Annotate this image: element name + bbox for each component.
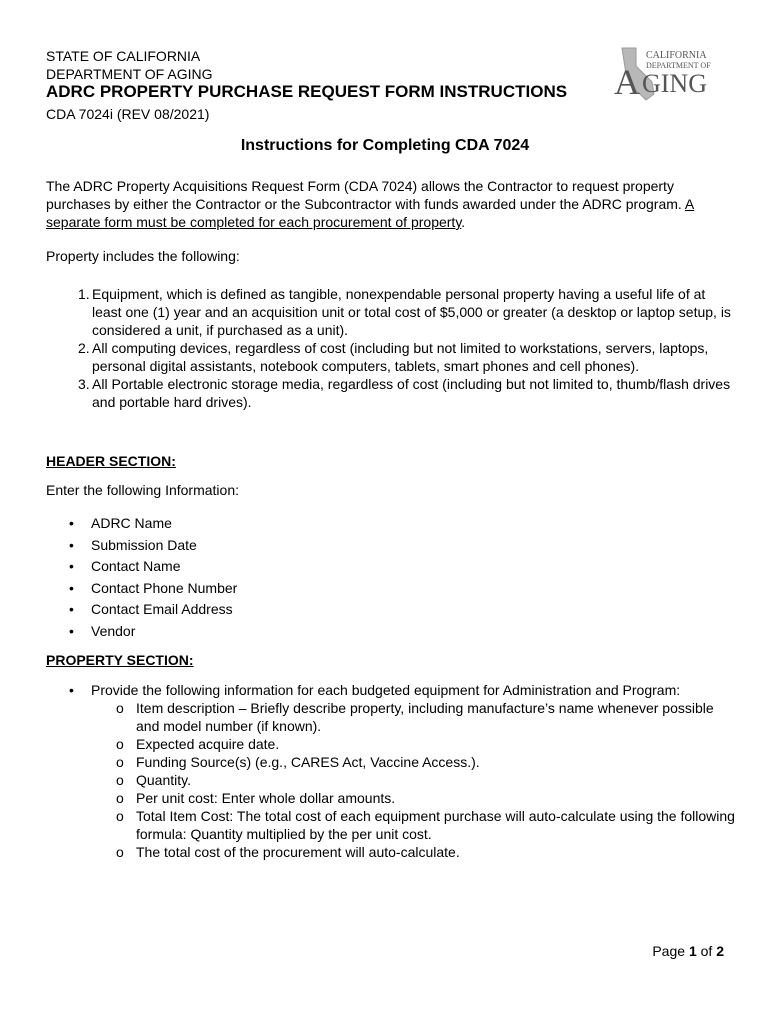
list-item: • ADRC Name — [69, 515, 172, 531]
item-text: Submission Date — [91, 536, 197, 553]
list-item: • Contact Email Address — [69, 601, 233, 617]
logo-line2: DEPARTMENT OF — [646, 61, 711, 70]
item-text: Quantity. — [136, 772, 191, 788]
list-item: • Submission Date — [69, 536, 197, 553]
item-text: All computing devices, regardless of cost (including but not limited to workstations, servers, laptops, personal digital assistants, notebook computers, tablets, smart phones and cell phones). — [92, 340, 709, 374]
list-item: • Contact Name — [69, 558, 181, 574]
document-title: ADRC PROPERTY PURCHASE REQUEST FORM INSTRUCTIONS — [46, 82, 568, 101]
item-text: Provide the following information for each budgeted equipment for Administration and Program: — [91, 682, 681, 698]
item-text: Vendor — [91, 622, 136, 639]
sub-list-item: o Expected acquire date. — [116, 736, 280, 752]
item-text: Item description – Briefly describe property, including manufacture’s name whenever possible and model number (if known). — [136, 700, 714, 734]
item-text: Contact Name — [91, 558, 181, 574]
sub-list-item: o Total Item Cost: The total cost of each equipment purchase will auto-calculate using the following formula: Quantity multiplied by the per unit cost. — [116, 808, 735, 842]
header-fields-list — [46, 513, 237, 642]
property-includes-label: Property includes the following: — [46, 248, 240, 264]
item-number: 2. — [78, 340, 90, 356]
intro-text: The ADRC Property Acquisitions Request Form (CDA 7024) allows the Contractor to request property purchases by either the Contractor or the Subcontractor with funds awarded under the ADRC program. — [46, 178, 685, 212]
of-word: of — [700, 943, 713, 959]
list-item: • Contact Phone Number — [69, 579, 238, 596]
list-item — [46, 339, 736, 375]
item-text: Expected acquire date. — [136, 736, 280, 752]
department-name: DEPARTMENT OF AGING — [46, 66, 213, 82]
item-text: Equipment, which is defined as tangible, nonexpendable personal property having a useful life of at least one (1) year and an acquisition unit or total cost of $5,000 or greater (a desktop or laptop setup, is considered a unit, if purchased as a unit). — [92, 286, 731, 338]
property-section-list — [46, 681, 736, 861]
item-text: ADRC Name — [91, 515, 172, 531]
page-word: Page — [652, 943, 686, 959]
header-section-intro: Enter the following Information: — [46, 482, 239, 498]
item-text: The total cost of the procurement will auto-calculate. — [136, 844, 460, 860]
intro-underlined: A separate form must be completed for each procurement of property — [46, 196, 695, 230]
item-number: 1. — [78, 286, 90, 302]
header-section-title: HEADER SECTION: — [46, 453, 176, 469]
state-name: STATE OF CALIFORNIA — [46, 48, 201, 64]
item-text: All Portable electronic storage media, regardless of cost (including but not limited to, thumb/flash drives and portable hard drives). — [92, 376, 731, 410]
page-total: 2 — [716, 943, 724, 959]
intro-end: . — [461, 214, 466, 230]
item-text: Total Item Cost: The total cost of each equipment purchase will auto-calculate using the following formula: Quantity multiplied by the per unit cost. — [136, 808, 735, 842]
sub-list-item: o The total cost of the procurement will auto-calculate. — [116, 844, 460, 860]
logo-big-a: A — [614, 62, 640, 102]
california-department-of-aging-logo — [610, 44, 722, 106]
sub-list-item: o Quantity. — [116, 772, 191, 788]
logo-line1: CALIFORNIA — [646, 50, 707, 61]
instructions-heading: Instructions for Completing CDA 7024 — [240, 137, 530, 154]
page-current: 1 — [688, 943, 697, 959]
sub-list-item: o Funding Source(s) (e.g., CARES Act, Vaccine Access.). — [116, 754, 480, 770]
sub-list-item: o Per unit cost: Enter whole dollar amounts. — [116, 790, 396, 806]
list-item — [46, 375, 736, 411]
item-number: 3. — [78, 376, 90, 392]
property-types-list — [46, 285, 736, 411]
list-item: • Vendor — [69, 622, 136, 639]
page-number — [652, 943, 724, 959]
item-text: Contact Email Address — [91, 601, 233, 617]
item-text: Per unit cost: Enter whole dollar amounts. — [136, 790, 396, 806]
property-section-title: PROPERTY SECTION: — [46, 652, 194, 668]
form-id: CDA 7024i (REV 08/2021) — [46, 106, 210, 122]
intro-paragraph — [46, 177, 726, 231]
logo-rest: GING — [642, 69, 707, 98]
item-text: Contact Phone Number — [91, 579, 238, 596]
item-text: Funding Source(s) (e.g., CARES Act, Vaccine Access.). — [136, 754, 480, 770]
sub-list-item: o Item description – Briefly describe property, including manufacture’s name whenever possible and model number (if known). — [116, 700, 714, 734]
list-item: • Provide the following information for each budgeted equipment for Administration and Program: — [69, 682, 681, 698]
list-item — [46, 285, 736, 339]
